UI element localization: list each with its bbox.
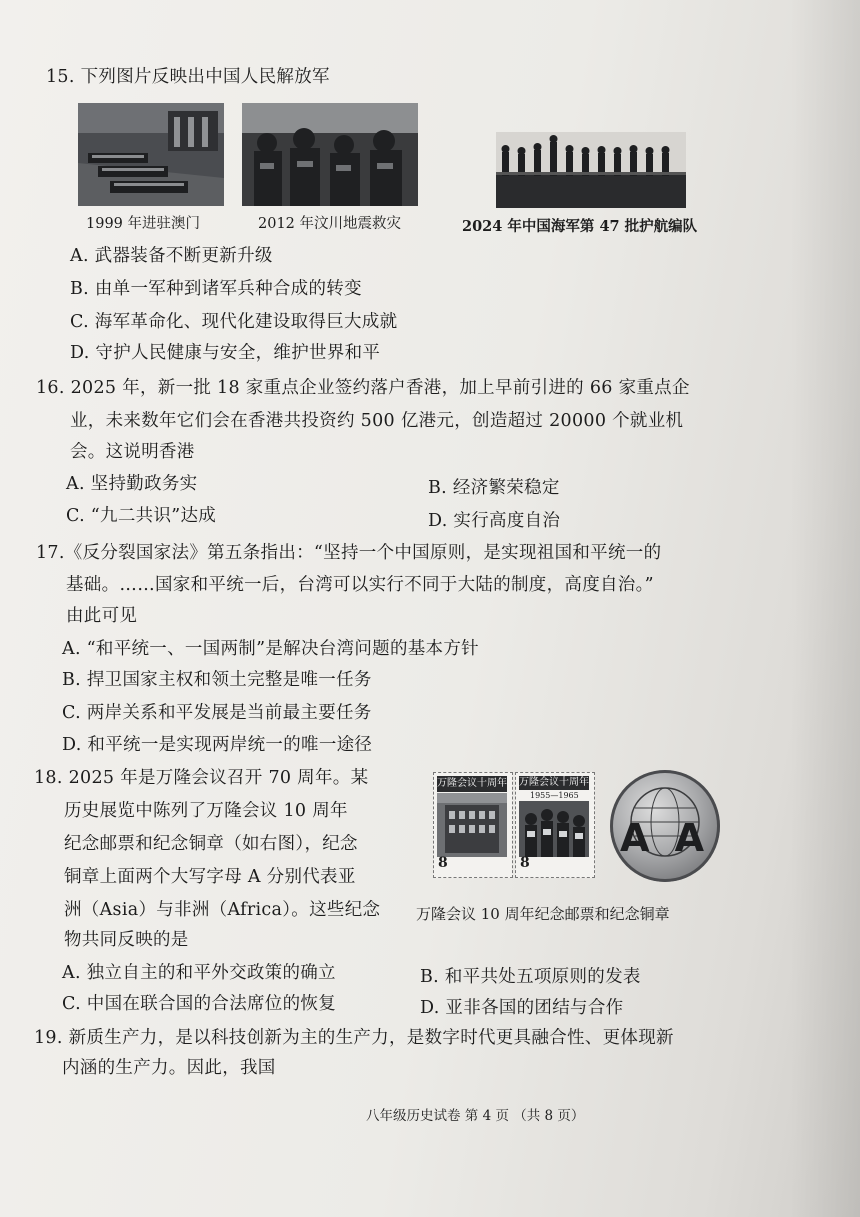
q17-option-d: D. 和平统一是实现两岸统一的唯一途径	[62, 735, 373, 755]
q19-line-1: 19. 新质生产力，是以科技创新为主的生产力，是数字时代更具融合性、更体现新	[34, 1028, 674, 1048]
photo-navy-escort-2024-image	[496, 132, 686, 208]
photo-macau-1999	[78, 103, 224, 206]
commemorative-stamp-1	[433, 772, 513, 878]
stamp-2-years: 1955—1965	[530, 791, 579, 800]
q15-option-a: A. 武器装备不断更新升级	[70, 246, 273, 266]
q17-option-b: B. 捍卫国家主权和领土完整是唯一任务	[62, 670, 372, 690]
q17-line-3: 由此可见	[66, 606, 138, 626]
stamp-1-picture	[437, 793, 507, 857]
q16-line-2: 业，未来数年它们会在香港共投资约 500 亿港元，创造超过 20000 个就业机	[70, 411, 684, 431]
stamp-2-value: 8	[520, 855, 530, 871]
q18-option-a: A. 独立自主的和平外交政策的确立	[62, 963, 336, 983]
q16-option-c: C. “九二共识”达成	[66, 506, 217, 526]
commemorative-stamp-2	[515, 772, 595, 878]
q17-option-a: A. “和平统一、一国两制”是解决台湾问题的基本方针	[62, 639, 479, 659]
stamp-1-value: 8	[438, 855, 448, 871]
q18-line-6: 物共同反映的是	[64, 930, 189, 950]
medal-letters: A A	[619, 816, 711, 860]
q18-line-1: 18. 2025 年是万隆会议召开 70 周年。某	[34, 768, 369, 788]
q17-line-1: 17.《反分裂国家法》第五条指出：“坚持一个中国原则，是实现祖国和平统一的	[36, 543, 662, 563]
q19-line-2: 内涵的生产力。因此，我国	[62, 1058, 276, 1078]
photo-navy-escort-2024	[496, 132, 686, 208]
q18-figure-caption: 万隆会议 10 周年纪念邮票和纪念铜章	[416, 905, 670, 923]
photo-macau-1999-image	[78, 103, 224, 206]
q18-line-5: 洲（Asia）与非洲（Africa）。这些纪念	[64, 900, 381, 920]
page-footer: 八年级历史试卷 第 4 页 （共 8 页）	[366, 1108, 585, 1124]
q16-line-3: 会。这说明香港	[70, 442, 195, 462]
q15-option-c: C. 海军革命化、现代化建设取得巨大成就	[70, 312, 398, 332]
q15-caption-3: 2024 年中国海军第 47 批护航编队	[462, 218, 698, 235]
q15-caption-2: 2012 年汶川地震救灾	[258, 216, 402, 232]
q18-line-4: 铜章上面两个大写字母 A 分别代表亚	[64, 867, 356, 887]
stamp-2-title: 万隆会议十周年	[519, 777, 589, 788]
q16-line-1: 16. 2025 年，新一批 18 家重点企业签约落户香港，加上早前引进的 66 家重点企	[36, 378, 690, 398]
q16-option-a: A. 坚持勤政务实	[66, 474, 198, 494]
q15-stem: 15. 下列图片反映出中国人民解放军	[46, 67, 330, 87]
stamp-2-picture	[519, 801, 589, 857]
q18-option-d: D. 亚非各国的团结与合作	[420, 998, 624, 1018]
commemorative-medal	[610, 770, 720, 882]
q16-option-b: B. 经济繁荣稳定	[428, 478, 560, 498]
q17-option-c: C. 两岸关系和平发展是当前最主要任务	[62, 703, 372, 723]
q17-line-2: 基础。……国家和平统一后，台湾可以实行不同于大陆的制度，高度自治。”	[66, 575, 654, 595]
q15-caption-1: 1999 年进驻澳门	[86, 216, 201, 232]
q18-option-b: B. 和平共处五项原则的发表	[420, 967, 641, 987]
photo-wenchuan-2012-image	[242, 103, 418, 206]
q18-option-c: C. 中国在联合国的合法席位的恢复	[62, 994, 336, 1014]
q18-line-2: 历史展览中陈列了万隆会议 10 周年	[64, 801, 348, 821]
photo-wenchuan-2012	[242, 103, 418, 206]
q15-option-b: B. 由单一军种到诸军兵种合成的转变	[70, 279, 362, 299]
q18-line-3: 纪念邮票和纪念铜章（如右图），纪念	[64, 834, 358, 854]
q16-option-d: D. 实行高度自治	[428, 511, 561, 531]
q15-option-d: D. 守护人民健康与安全，维护世界和平	[70, 343, 381, 363]
page-edge-shadow	[790, 0, 860, 1217]
stamp-1-title: 万隆会议十周年	[437, 776, 507, 792]
